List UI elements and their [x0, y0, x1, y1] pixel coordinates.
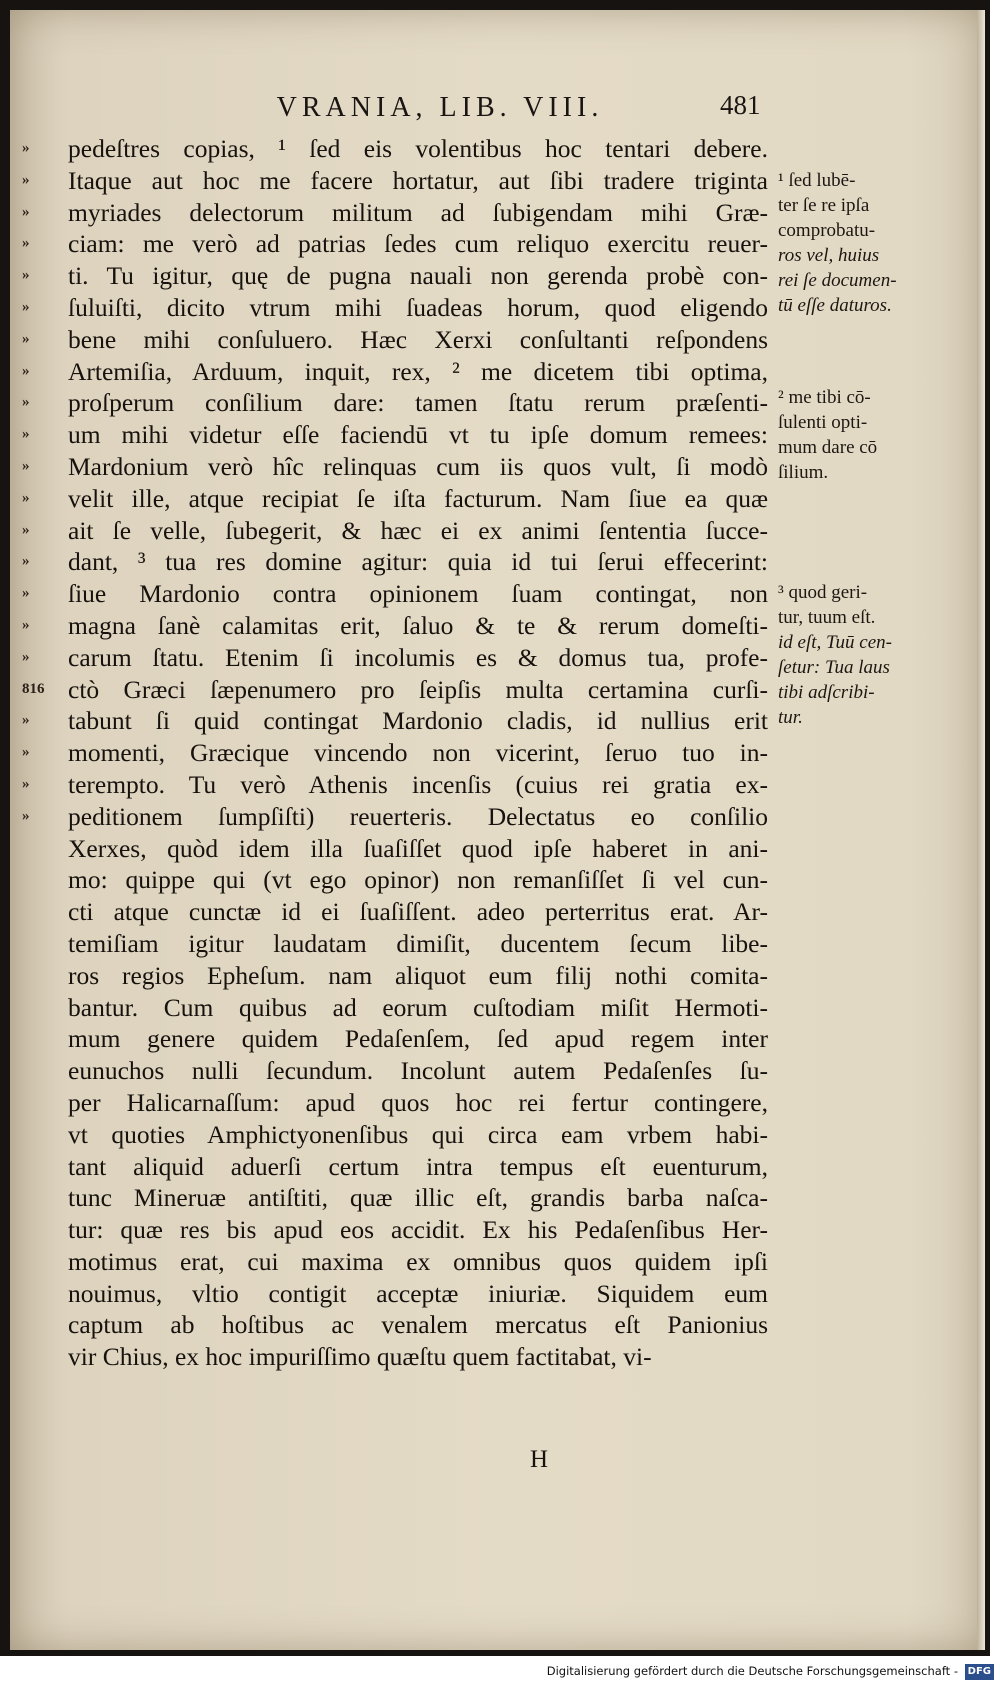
- text-line: carum ſtatu. Etenim ſi incolumis es & domus tua, profe-: [68, 642, 768, 672]
- text-line: bene mihi conſuluero. Hæc Xerxi conſultanti reſpondens: [68, 324, 768, 354]
- side-note-3: [778, 580, 892, 730]
- text-line: ti. Tu igitur, quę de pugna nauali non gerenda probè con-: [68, 261, 768, 291]
- margin-mark: »: [22, 616, 30, 633]
- text-line: temiſiam igitur laudatam dimiſit, ducentem ſecum libe-: [68, 928, 768, 958]
- side-note-line: tur.: [778, 707, 803, 728]
- side-note-line: tū eſſe daturos.: [778, 295, 892, 316]
- text-line: ſiue Mardonio contra opinionem ſuam contingat, non: [68, 579, 768, 609]
- side-note-line: ſetur: Tua laus: [778, 657, 890, 678]
- margin-mark: [22, 1373, 66, 1405]
- margin-mark: »: [22, 457, 30, 474]
- footer-credit: [547, 1658, 994, 1684]
- side-note-line: mum dare cō: [778, 437, 878, 458]
- text-line: captum ab hoſtibus ac venalem mercatus eſt Panionius: [68, 1310, 768, 1340]
- text-line: dant, ³ tua res domine agitur: quia id tui ſerui effecerint:: [68, 547, 768, 577]
- side-note-line: ¹ ſed lubē-: [778, 170, 856, 191]
- text-line: tabunt ſi quid contingat Mardonio cladis, id nullius erit: [68, 706, 768, 736]
- margin-mark: »: [22, 553, 30, 570]
- quotation-margin-marks: [22, 133, 66, 1437]
- text-line: Xerxes, quòd idem illa ſuaſiſſet quod ipſe haberet in ani-: [68, 833, 768, 863]
- margin-mark: [22, 992, 66, 1024]
- text-line: ros regios Epheſum. nam aliquot eum filij nothi comita-: [68, 960, 768, 990]
- text-line: peditionem ſumpſiſti) reuerteris. Delectatus eo conſilio: [68, 801, 768, 831]
- catchword: H: [530, 1446, 549, 1473]
- side-note-line: comprobatu-: [778, 220, 876, 241]
- text-line: ſuluiſti, dicito vtrum mihi ſuadeas horum, quod eligendo: [68, 292, 768, 322]
- margin-mark: »: [22, 330, 30, 347]
- side-note-line: tur, tuum eſt.: [778, 607, 876, 628]
- margin-mark: »: [22, 712, 30, 729]
- margin-mark: [22, 1151, 66, 1183]
- margin-mark: [22, 960, 66, 992]
- margin-mark: [22, 1246, 66, 1278]
- side-note-line: ſulenti opti-: [778, 412, 868, 433]
- margin-mark: »: [22, 585, 30, 602]
- margin-mark: [22, 864, 66, 896]
- margin-mark: »: [22, 171, 30, 188]
- side-note-line: ros vel, huius: [778, 245, 880, 266]
- text-line: Artemiſia, Arduum, inquit, rex, ² me dicetem tibi optima,: [68, 356, 768, 386]
- text-line: mo: quippe qui (vt ego opinor) non remanſiſſet ſi vel cun-: [68, 865, 768, 895]
- side-note-line: tibi adſcribi-: [778, 682, 875, 703]
- text-line: pedeſtres copias, ¹ ſed eis volentibus hoc tentari debere.: [68, 134, 768, 163]
- side-note-line: id eſt, Tuū cen-: [778, 632, 892, 653]
- margin-mark: [22, 1405, 66, 1437]
- margin-mark: »: [22, 744, 30, 761]
- text-line: proſperum conſilium dare: tamen ſtatu rerum præſenti-: [68, 388, 768, 418]
- margin-mark: »: [22, 203, 30, 220]
- margin-mark: [22, 1341, 66, 1373]
- text-line: vir Chius, ex hoc impuriſſimo quæſtu quem factitabat, vi-: [68, 1342, 652, 1372]
- footer-text: Digitalisierung gefördert durch die Deutsche Forschungsgemeinschaft -: [546, 1664, 958, 1678]
- margin-mark: [22, 1055, 66, 1087]
- margin-mark: »: [22, 648, 30, 665]
- text-line: terempto. Tu verò Athenis incenſis (cuius rei gratia ex-: [68, 769, 768, 799]
- text-line: eunuchos nulli ſecundum. Incolunt autem Pedaſenſes ſu-: [68, 1056, 768, 1086]
- margin-mark: »: [22, 426, 30, 443]
- text-line: myriades delectorum militum ad ſubigendam mihi Græ-: [68, 197, 768, 227]
- dfg-logo-icon: DFG: [965, 1664, 994, 1680]
- margin-mark: [22, 1087, 66, 1119]
- side-note-line: ſilium.: [778, 462, 829, 483]
- text-line: magna ſanè calamitas erit, ſaluo & te & rerum domeſti-: [68, 610, 768, 640]
- margin-mark: »: [22, 140, 30, 156]
- margin-mark: »: [22, 394, 30, 411]
- margin-mark: [22, 1182, 66, 1214]
- side-note-line: ter ſe re ipſa: [778, 195, 870, 216]
- text-line: per Halicarnaſſum: apud quos hoc rei fertur contingere,: [68, 1087, 768, 1117]
- text-line: momenti, Græcique vincendo non vicerint, ſeruo tuo in-: [68, 738, 768, 768]
- page-edge: [977, 10, 985, 1650]
- text-line: velit ille, atque recipiat ſe iſta facturum. Nam ſiue ea quæ: [68, 483, 768, 513]
- side-note-2: [778, 385, 877, 485]
- text-line: nouimus, vltio contigit acceptæ iniuriæ. Siquidem eum: [68, 1278, 768, 1308]
- margin-mark: »: [22, 521, 30, 538]
- margin-mark: [22, 1023, 66, 1055]
- margin-mark: »: [22, 775, 30, 792]
- margin-mark: [22, 1214, 66, 1246]
- margin-mark: »: [22, 267, 30, 284]
- side-note-line: ² me tibi cō-: [778, 387, 871, 408]
- margin-mark: [22, 896, 66, 928]
- text-line: cti atque cunctæ id ei ſuaſiſſent. adeo perterritus erat. Ar-: [68, 897, 768, 927]
- margin-mark: »: [22, 298, 30, 315]
- margin-mark: »: [22, 362, 30, 379]
- margin-mark: [22, 833, 66, 865]
- text-line: tunc Mineruæ antiſtiti, quæ illic eſt, grandis barba naſca-: [68, 1183, 768, 1213]
- margin-mark: [22, 1119, 66, 1151]
- margin-mark: 816: [22, 680, 45, 697]
- margin-mark: [22, 1309, 66, 1341]
- text-line: ctò Græci ſæpenumero pro ſeipſis multa certamina curſi-: [68, 674, 768, 704]
- margin-mark: »: [22, 807, 30, 824]
- text-line: ciam: me verò ad patrias ſedes cum reliquo exercitu reuer-: [68, 229, 768, 259]
- margin-mark: »: [22, 235, 30, 252]
- side-note-line: rei ſe documen-: [778, 270, 897, 291]
- text-line: ait ſe velle, ſubegerit, & hæc ei ex animi ſententia ſucce-: [68, 515, 768, 545]
- page-number: 481: [720, 90, 761, 120]
- side-note-1: [778, 168, 897, 318]
- text-line: vt quoties Amphictyonenſibus qui circa eam vrbem habi-: [68, 1119, 768, 1149]
- text-line: mum genere quidem Pedaſenſem, ſed apud regem inter: [68, 1024, 768, 1054]
- running-head: VRANIA, LIB. VIII.: [276, 92, 604, 123]
- text-line: motimus erat, cui maxima ex omnibus quos quidem ipſi: [68, 1246, 768, 1276]
- text-line: um mihi videtur eſſe faciendū vt tu ipſe domum remees:: [68, 420, 768, 450]
- body-text: [68, 133, 768, 1373]
- text-line: tur: quæ res bis apud eos accidit. Ex his Pedaſenſibus Her-: [68, 1215, 768, 1245]
- text-line: tant aliquid aduerſi certum intra tempus eſt euenturum,: [68, 1151, 768, 1181]
- text-line: Itaque aut hoc me facere hortatur, aut ſibi tradere triginta: [68, 165, 768, 195]
- text-line: bantur. Cum quibus ad eorum cuſtodiam miſit Hermoti-: [68, 992, 768, 1022]
- side-note-line: ³ quod geri-: [778, 582, 868, 603]
- margin-mark: [22, 1278, 66, 1310]
- margin-mark: »: [22, 489, 30, 506]
- margin-mark: [22, 928, 66, 960]
- text-line: Mardonium verò hîc relinquas cum iis quos vult, ſi modò: [68, 451, 768, 481]
